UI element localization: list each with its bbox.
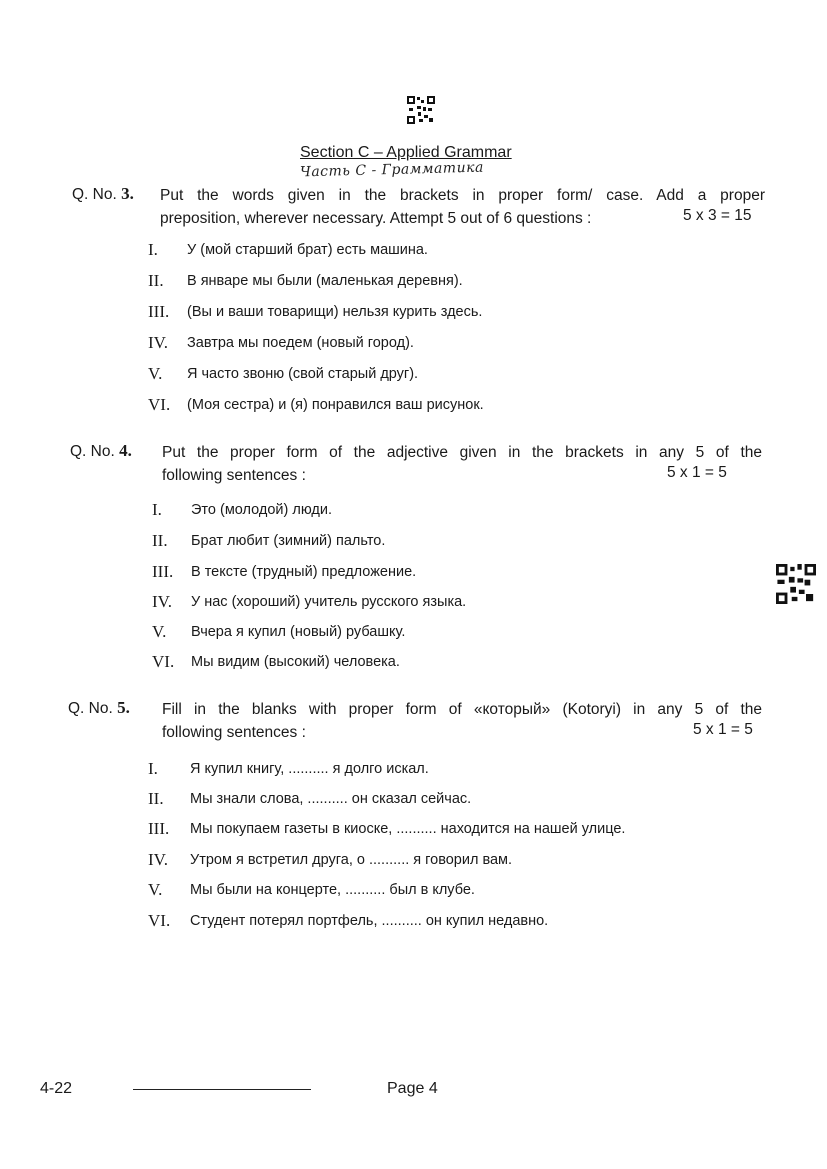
question-text-line: Put the proper form of the adjective given in the brackets in any 5 of the: [162, 444, 762, 461]
item-sentence: Мы покупаем газеты в киоске, .......... находится на нашей улице.: [190, 821, 626, 837]
item-sentence: В тексте (трудный) предложение.: [191, 564, 417, 580]
question-4-number: [70, 441, 132, 461]
footer-divider: [133, 1089, 311, 1090]
item-sentence: Утром я встретил друга, о .......... я говорил вам.: [190, 852, 513, 868]
item-numeral: II.: [148, 789, 164, 808]
item-sentence: Мы были на концерте, .......... был в клубе.: [190, 882, 475, 898]
question-number: 5.: [117, 698, 130, 717]
question-5-text: [162, 698, 762, 721]
question-label: Q. No.: [68, 700, 113, 717]
item-numeral: VI.: [148, 911, 171, 930]
question-3-number: [72, 184, 134, 204]
question-text-line: following sentences :: [162, 467, 306, 484]
item-sentence: Завтра мы поедем (новый город).: [187, 335, 414, 351]
footer-page-number: Page 4: [387, 1080, 438, 1097]
item-numeral: III.: [148, 819, 170, 838]
item-numeral: III.: [148, 302, 170, 321]
item-sentence: Это (молодой) люди.: [191, 502, 332, 518]
item-sentence: У нас (хороший) учитель русского языка.: [191, 594, 467, 610]
item-sentence: (Вы и ваши товарищи) нельзя курить здесь.: [187, 304, 483, 320]
item-numeral: V.: [148, 880, 163, 899]
item-sentence: Я купил книгу, .......... я долго искал.: [190, 761, 429, 777]
item-sentence: Я часто звоню (свой старый друг).: [187, 366, 419, 382]
item-numeral: I.: [152, 500, 162, 519]
item-numeral: V.: [152, 622, 167, 641]
question-5-number: [68, 698, 130, 718]
item-sentence: В январе мы были (маленькая деревня).: [187, 273, 463, 289]
item-numeral: IV.: [152, 592, 172, 611]
qr-code-top: [407, 96, 435, 124]
question-4-marks: 5 x 1 = 5: [667, 464, 727, 481]
item-numeral: II.: [152, 531, 168, 550]
item-numeral: III.: [152, 562, 174, 581]
item-sentence: Брат любит (зимний) пальто.: [191, 533, 386, 549]
question-text-line: Fill in the blanks with proper form of «который» (Kotoryi) in any 5 of the: [162, 701, 762, 718]
question-label: Q. No.: [72, 186, 117, 203]
item-sentence: Вчера я купил (новый) рубашку.: [191, 624, 406, 640]
item-numeral: II.: [148, 271, 164, 290]
question-number: 4.: [119, 441, 132, 460]
section-title-handwritten: Часть С - Грамматика: [299, 159, 485, 181]
question-text-line: Put the words given in the brackets in proper form/ case. Add a proper: [160, 187, 765, 204]
question-label: Q. No.: [70, 443, 115, 460]
footer-code: 4-22: [40, 1080, 73, 1097]
question-5-marks: 5 x 1 = 5: [693, 721, 753, 738]
item-sentence: Мы видим (высокий) человека.: [191, 654, 400, 670]
item-numeral: I.: [148, 240, 158, 259]
item-numeral: IV.: [148, 850, 168, 869]
item-numeral: IV.: [148, 333, 168, 352]
question-3-text: [160, 184, 765, 207]
section-title: Section C – Applied Grammar: [300, 144, 512, 161]
item-sentence: У (мой старший брат) есть машина.: [187, 242, 428, 258]
item-sentence: Мы знали слова, .......... он сказал сейчас.: [190, 791, 472, 807]
item-sentence: Студент потерял портфель, .......... он купил недавно.: [190, 913, 549, 929]
question-3-marks: 5 x 3 = 15: [683, 207, 752, 224]
question-text-line: following sentences :: [162, 724, 306, 741]
question-text-line: preposition, wherever necessary. Attempt 5 out of 6 questions :: [160, 210, 592, 227]
qr-code-side: [776, 564, 816, 604]
item-numeral: VI.: [152, 652, 175, 671]
item-numeral: I.: [148, 759, 158, 778]
item-numeral: VI.: [148, 395, 171, 414]
item-numeral: V.: [148, 364, 163, 383]
question-number: 3.: [121, 184, 134, 203]
question-4-text: [162, 441, 762, 464]
item-sentence: (Моя сестра) и (я) понравился ваш рисунок.: [187, 397, 484, 413]
